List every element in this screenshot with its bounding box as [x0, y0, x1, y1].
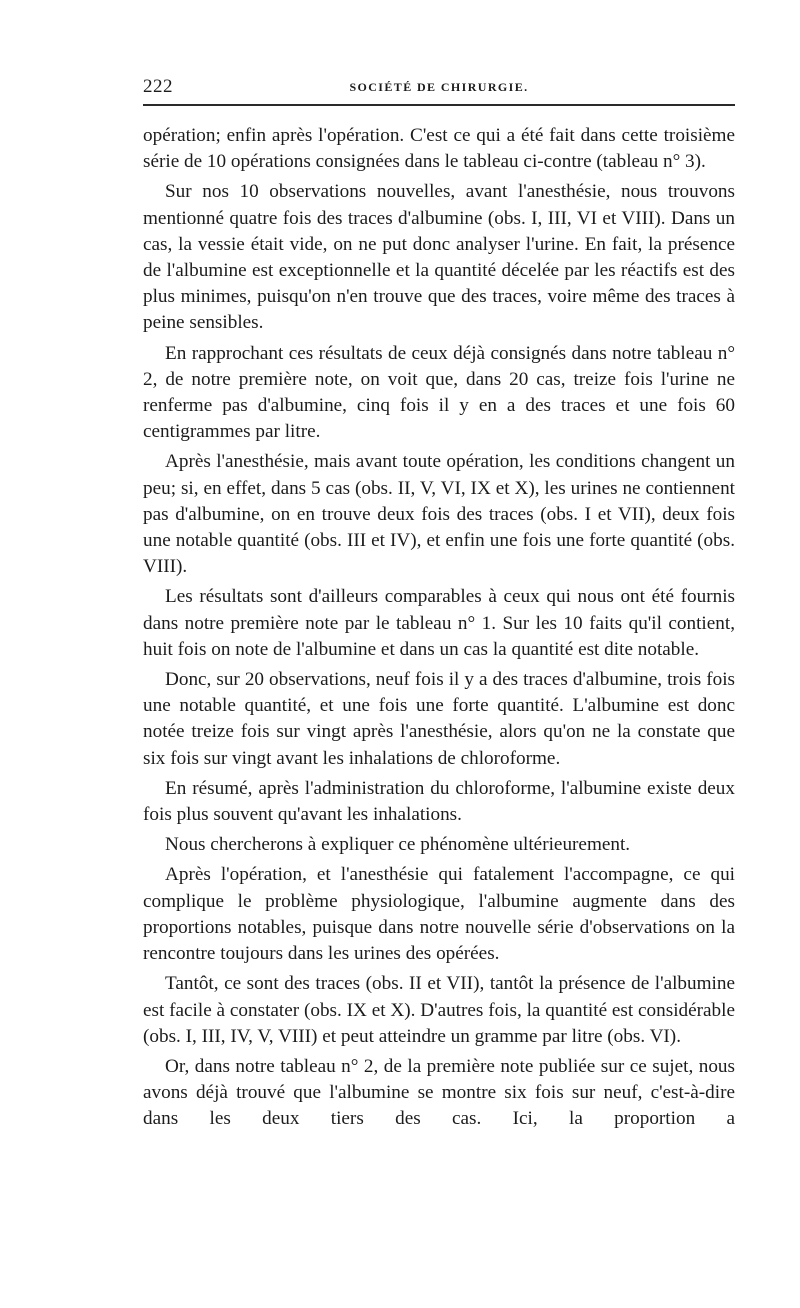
paragraph-2: Sur nos 10 observations nouvelles, avant l'anesthésie, nous trouvons mentionné quatre fois des traces d'albumine (obs. I, III, VI et VIII). Dans un cas, la vessie était vide, on ne put donc analyser l'urine. En fait, la présence de l'albumine est exceptionnelle et la quantité décelée par les réactifs est des plus minimes, puisqu'on n'en trouve que des traces, voire même des traces à peine sensibles. [143, 181, 735, 334]
paragraph-3: En rapprochant ces résultats de ceux déjà consignés dans notre tableau n° 2, de notre première note, on voit que, dans 20 cas, treize fois l'urine ne renferme pas d'albumine, cinq fois il y en a des traces et une fois 60 centigrammes par litre. [143, 342, 735, 443]
page-header [143, 76, 735, 102]
body-text [143, 123, 735, 1137]
paragraph-11: Or, dans notre tableau n° 2, de la première note publiée sur ce sujet, nous avons déjà trouvé que l'albumine se montre six fois sur neuf, c'est-à-dire dans les deux tiers des cas. Ici, la proportion a [143, 1055, 735, 1130]
paragraph-5: Les résultats sont d'ailleurs comparables à ceux qui nous ont été fournis dans notre première note par le tableau n° 1. Sur les 10 faits qu'il contient, huit fois on note de l'albumine et dans un cas la quantité est dite notable. [143, 586, 735, 660]
paragraph-10: Tantôt, ce sont des traces (obs. II et VII), tantôt la présence de l'albumine est facile à constater (obs. IX et X). D'autres fois, la quantité est considérable (obs. I, III, IV, V, VIII) et peut atteindre un gramme par litre (obs. VI). [143, 973, 735, 1047]
paragraph-8: Nous chercherons à expliquer ce phénomène ultérieurement. [165, 834, 631, 856]
paragraph-6: Donc, sur 20 observations, neuf fois il y a des traces d'albumine, trois fois une notable quantité, et une fois une forte quantité. L'albumine est donc notée treize fois sur vingt après l'anesthésie, alors qu'on ne la constate que six fois sur vingt avant les inhalations de chloroforme. [143, 669, 735, 769]
paragraph-7: En résumé, après l'administration du chloroforme, l'albumine existe deux fois plus souvent qu'avant les inhalations. [143, 777, 735, 826]
paragraph-1: opération; enfin après l'opération. C'est ce qui a été fait dans cette troisième série de 10 opérations consignées dans le tableau ci-contre (tableau n° 3). [143, 125, 735, 173]
paragraph-9: Après l'opération, et l'anesthésie qui fatalement l'accompagne, ce qui complique le problème physiologique, l'albumine augmente dans des proportions notables, puisque dans notre nouvelle série d'observations on la rencontre toujours dans les urines des opérées. [143, 864, 735, 965]
page-number: 222 [143, 76, 173, 97]
paragraph-4: Après l'anesthésie, mais avant toute opération, les conditions changent un peu; si, en effet, dans 5 cas (obs. II, V, VI, IX et X), les urines ne contiennent pas d'albumine, on en trouve deux fois des traces (obs. I et VII), deux fois une notable quantité (obs. III et IV), et enfin une fois une forte quantité (obs. VIII). [143, 451, 735, 578]
header-rule [143, 104, 735, 106]
running-title: SOCIÉTÉ DE CHIRURGIE. [349, 80, 529, 94]
